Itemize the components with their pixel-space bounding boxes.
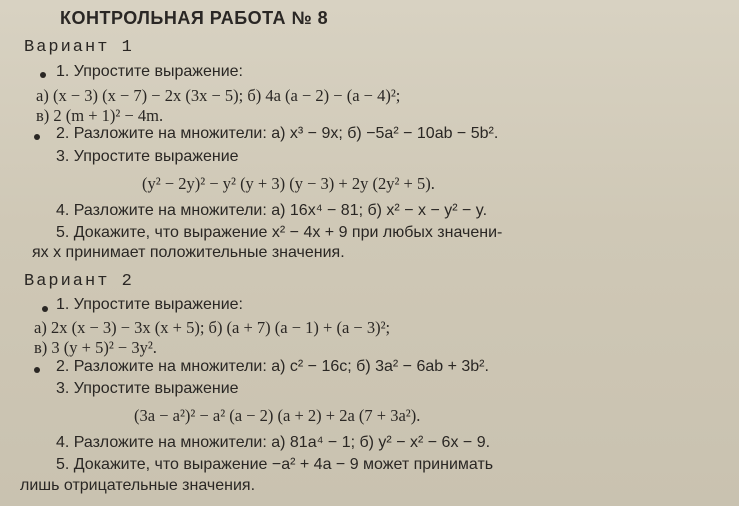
v2-task1-title: 1. Упростите выражение: — [56, 296, 243, 313]
v2-task2: 2. Разложите на множители: а) c² − 16c; б) 3a² − 6ab + 3b². — [56, 358, 489, 375]
v2-task1-ab: а) 2x (x − 3) − 3x (x + 5); б) (a + 7) (a − 1) + (a − 3)²; — [34, 318, 391, 337]
v1-task1-title: 1. Упростите выражение: — [56, 63, 243, 80]
v1-task5-line1: 5. Докажите, что выражение x² − 4x + 9 при любых значени- — [56, 224, 503, 241]
v1-task1-v: в) 2 (m + 1)² − 4m. — [36, 106, 164, 125]
v2-task5-line2: лишь отрицательные значения. — [20, 477, 256, 494]
bullet-marker — [34, 367, 40, 373]
v2-task3-expression: (3a − a²)² − a² (a − 2) (a + 2) + 2a (7 + 3a²). — [134, 406, 421, 425]
v1-task3-title: 3. Упростите выражение — [56, 148, 239, 165]
bullet-marker — [40, 72, 46, 78]
v2-task5-line1: 5. Докажите, что выражение −a² + 4a − 9 может принимать — [56, 456, 494, 473]
v1-task2: 2. Разложите на множители: а) x³ − 9x; б) −5a² − 10ab − 5b². — [56, 125, 499, 142]
v1-task4: 4. Разложите на множители: а) 16x⁴ − 81; б) x² − x − y² − y. — [56, 202, 488, 219]
page-title: КОНТРОЛЬНАЯ РАБОТА № 8 — [60, 8, 329, 28]
variant-1-heading: Вариант 1 — [24, 38, 134, 57]
v2-task1-v: в) 3 (y + 5)² − 3y². — [34, 338, 157, 357]
variant-2-heading: Вариант 2 — [24, 272, 134, 291]
v1-task3-expression: (y² − 2y)² − y² (y + 3) (y − 3) + 2y (2y² + 5). — [142, 174, 435, 193]
v2-task3-title: 3. Упростите выражение — [56, 380, 239, 397]
v2-task4: 4. Разложите на множители: а) 81a⁴ − 1; б) y² − x² − 6x − 9. — [56, 434, 491, 451]
v1-task5-line2: ях x принимает положительные значения. — [32, 244, 345, 261]
v1-task1-ab: а) (x − 3) (x − 7) − 2x (3x − 5); б) 4a (a − 2) − (a − 4)²; — [36, 86, 401, 105]
bullet-marker — [42, 306, 48, 312]
bullet-marker — [34, 134, 40, 140]
